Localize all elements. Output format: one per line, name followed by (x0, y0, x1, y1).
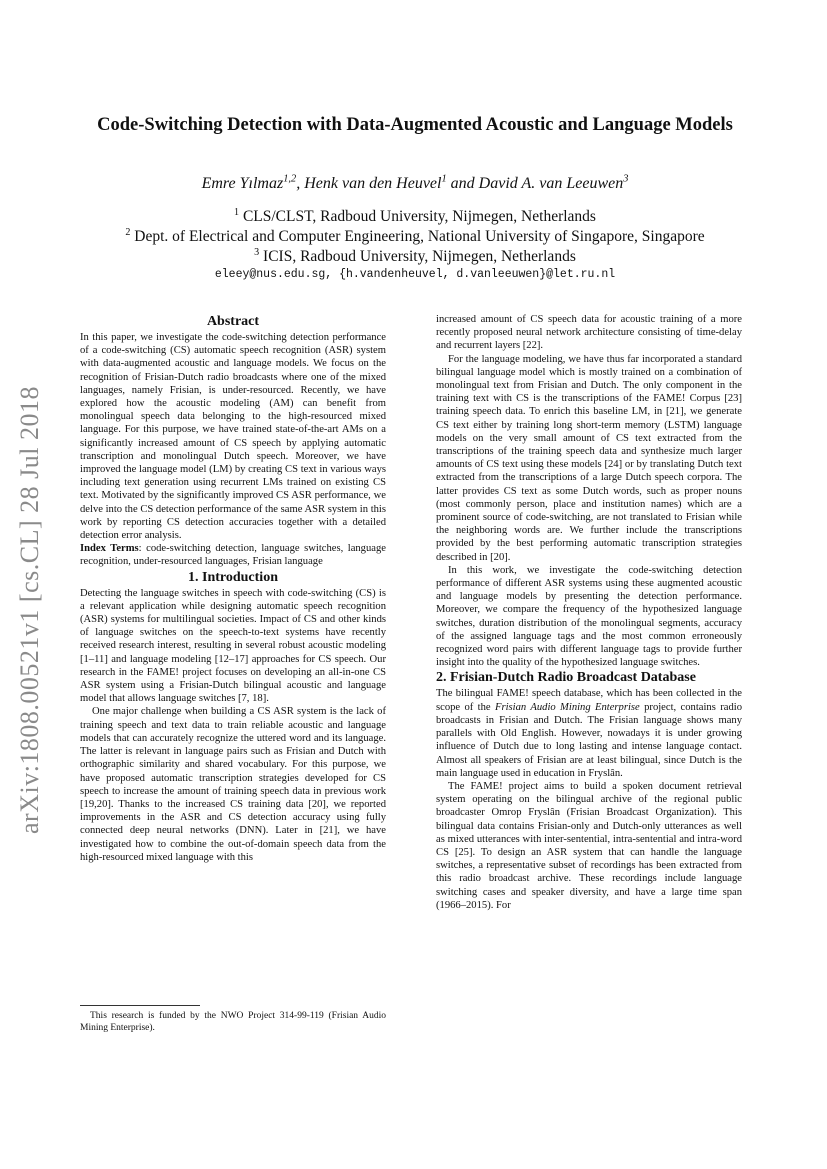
affiliation (60, 227, 770, 247)
author-list (60, 175, 770, 193)
affiliation-list (60, 207, 770, 267)
affiliation-text: Dept. of Electrical and Computer Engineering, National University of Singapore, Singapore (134, 228, 705, 245)
body-paragraph: For the language modeling, we have thus far incorporated a standard bilingual language model which is mostly trained on a combination of monolingual text from Frisian and Dutch. The only component in the training text with CS is the transcriptions of the FAME! Corpus [23] training speech data. To enrich this baseline LM, in [21], we generate CS text either by training long short-term memory (LSTM) language models on the very small amount of CS text extracted from the transcriptions of the training speech data and synthesize much larger amounts of CS text using these models [24] or by translating Dutch text extracted from the transcriptions of a large Dutch speech corpora. The latter provides CS text as some Dutch words, such as proper nouns (most commonly person, place and institution names) which are a prominent source of code-switching, are not translated to Frisian while the neighboring words are. We further include the transcriptions provided by the best performing automatic transcription strategies described in [20]. (436, 353, 742, 563)
author-separator: and (446, 175, 479, 192)
intro-paragraph: Detecting the language switches in speech with code-switching (CS) is a relevant application while designing automatic speech recognition (ASR) systems for multilingual societies. Impact of CS and other kinds of language switches on the speech-to-text systems have recently received research interest, resulting in several robust acoustic modeling [1–11] and language modeling [12–17] approaches for CS speech. Our research in the FAME! project focuses on developing an all-in-one CS ASR system using a Frisian-Dutch bilingual acoustic and language model that allows language switches [7, 18]. (80, 587, 386, 705)
author-emails: eleey@nus.edu.sg, {h.vandenheuvel, d.vanleeuwen}@let.ru.nl (214, 268, 616, 281)
affiliation-mark: 2 (125, 226, 131, 238)
author-name: Henk van den Heuvel (304, 175, 442, 192)
right-column (436, 313, 742, 912)
introduction-heading: 1. Introduction (188, 569, 278, 585)
index-terms-label: Index Terms (80, 543, 139, 555)
affiliation-text: ICIS, Radboud University, Nijmegen, Netherlands (263, 248, 576, 265)
affiliation-mark: 1 (234, 206, 240, 218)
author-affiliation-mark: 1,2 (283, 173, 297, 185)
affiliation-text: CLS/CLST, Radboud University, Nijmegen, Netherlands (242, 208, 596, 225)
author-name: Emre Yılmaz (201, 175, 284, 192)
paper-title: Code-Switching Detection with Data-Augmented Acoustic and Language Models (97, 115, 733, 135)
author-affiliation-mark: 1 (441, 173, 447, 185)
abstract-text: In this paper, we investigate the code-switching detection performance of a code-switching (CS) automatic speech recognition (ASR) system with data-augmented acoustic and language models. We focus on the recognition of Frisian-Dutch radio broadcasts where one of the mixed languages, namely Frisian, is under-resourced. Recently, we have explored how the acoustic modeling (AM) can benefit from monolingual speech data belonging to the high-resourced mixed language. For this purpose, we have trained state-of-the-art AMs on a significantly increased amount of CS speech by applying automatic transcription and monolingual Dutch speech. Moreover, we have improved the language model (LM) by creating CS text in various ways including text generation using recurrent LMs trained on existing CS text. Motivated by the significantly improved CS ASR performance, we delve into the CS detection performance of the same ASR system in this work by reporting CS detection accuracies together with a detailed detection error analysis. (80, 332, 386, 542)
section2-paragraph: The FAME! project aims to build a spoken document retrieval system operating on the bilingual archive of the regional public broadcaster Omrop Fryslân (Frisian Broadcast Organization). This bilingual data contains Frisian-only and Dutch-only utterances as well as mixed utterances with inter-sentential, intra-sentential and intra-word CS [25]. To design an ASR system that can handle the language switches, a representative subset of recordings has been extracted from this radio broadcast archive. These recordings include language switching cases and speaker diversity, and have a large time span (1966–2015). For (436, 780, 742, 911)
section2-text: The bilingual FAME! speech database, which has been collected in the scope of the (436, 688, 742, 713)
author-separator: , (296, 175, 305, 192)
body-paragraph: In this work, we investigate the code-switching detection performance of different ASR systems using these augmented acoustic and language models by presenting the detection performance. Moreover, we compare the frequency of the hypothesized language switches, duration distribution of the monolingual segments, accuracy of the assigned language tags and the most common erroneously recognized word pairs with different language tags to provide further insight into the quality of the hypothesized language switches. (436, 564, 742, 669)
left-column (80, 313, 386, 864)
affiliation (60, 247, 770, 267)
footnote-rule (80, 1005, 200, 1006)
affiliation-mark: 3 (254, 246, 260, 258)
project-name: Frisian Audio Mining Enterprise (495, 701, 640, 713)
body-paragraph: increased amount of CS speech data for acoustic training of a more recently proposed neural network architecture consisting of time-delay and recurrent layers [22]. (436, 314, 742, 352)
section2-paragraph (436, 687, 742, 779)
author-name: David A. van Leeuwen (478, 175, 624, 192)
index-terms-text: : code-switching detection, language switches, language recognition, under-resourced languages, Frisian language (80, 543, 386, 568)
author-affiliation-mark: 3 (623, 173, 629, 185)
intro-paragraph: One major challenge when building a CS ASR system is the lack of training speech and text data to train reliable acoustic and language models that can accurately recognize the uttered word and its language. The latter is relevant in language pairs such as Frisian and Dutch with orthographic similarity and shared vocabulary. For this purpose, we have proposed automatic transcription strategies developed for CS speech to increase the amount of training speech data in previous work [19,20]. Thanks to the increased CS training data [20], we reported improvements in the ASR and CS detection accuracy using fully connected deep neural networks (DNN). Later in [21], we have investigated how to combine the out-of-domain speech data from the high-resourced mixed language with this (80, 706, 386, 863)
abstract-heading: Abstract (206, 314, 260, 329)
index-terms (80, 542, 386, 568)
footnote: This research is funded by the NWO Project 314-99-119 (Frisian Audio Mining Enterprise). (80, 1011, 386, 1033)
section2-heading: 2. Frisian-Dutch Radio Broadcast Database (436, 670, 696, 686)
section2-text: project, contains radio broadcasts in Frisian and Dutch. The Frisian language shows many parallels with Old English. However, nowadays it is under growing influence of Dutch due to long lasting and intense language contact. Almost all speakers of Frisian are at least bilingual, since Dutch is the main language used in education in Fryslân. (436, 701, 742, 779)
affiliation (60, 207, 770, 227)
arxiv-stamp: arXiv:1808.00521v1 [cs.CL] 28 Jul 2018 (15, 386, 44, 834)
